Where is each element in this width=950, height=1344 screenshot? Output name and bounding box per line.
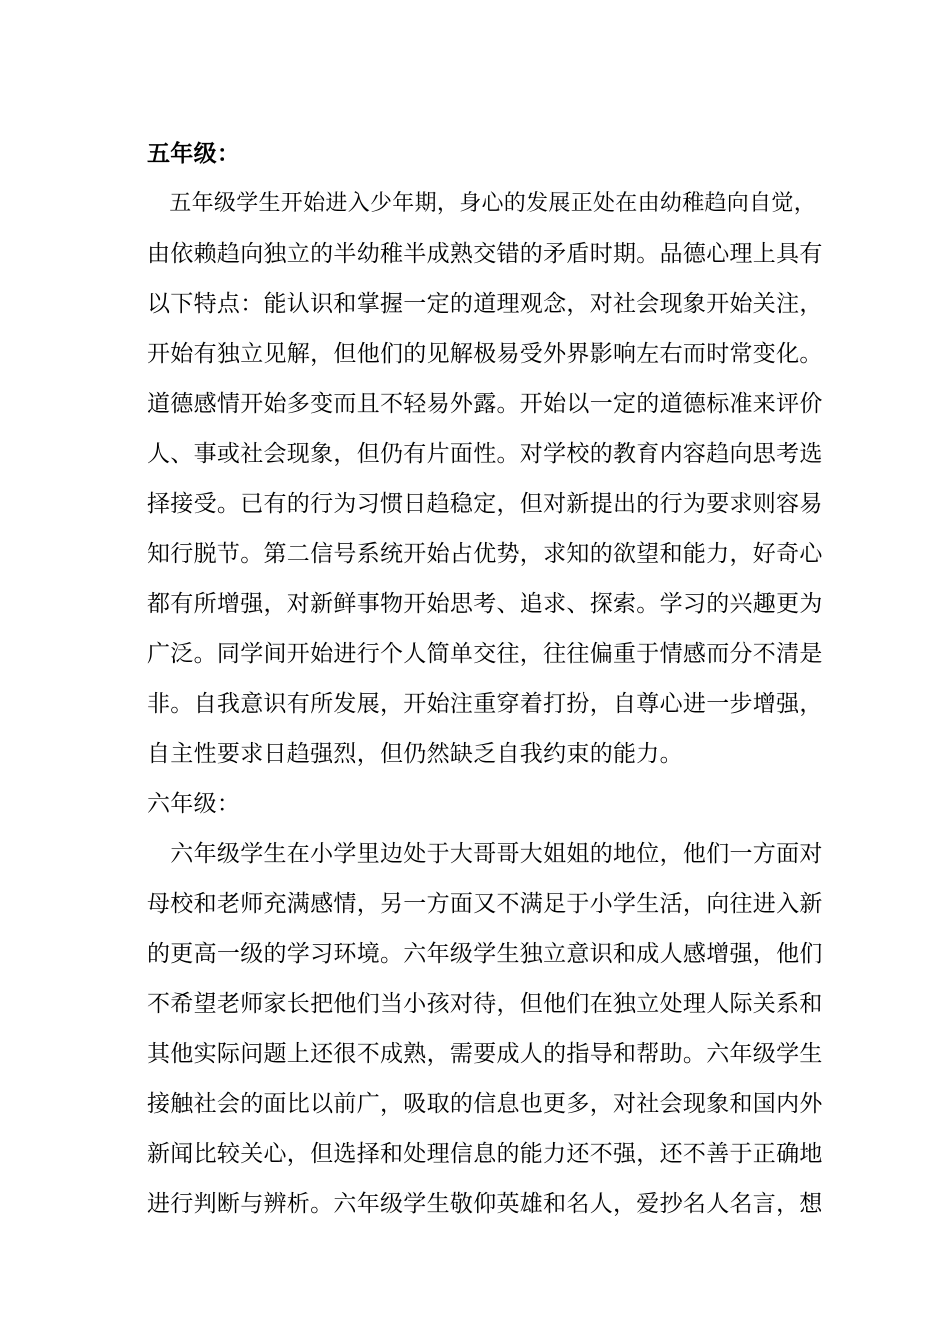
paragraph-line: 其他实际问题上还很不成熟，需要成人的指导和帮助。六年级学生	[147, 1041, 823, 1067]
paragraph-line: 知行脱节。第二信号系统开始占优势，求知的欲望和能力，好奇心	[147, 541, 823, 567]
paragraph-line: 接触社会的面比以前广，吸取的信息也更多，对社会现象和国内外	[147, 1091, 823, 1117]
paragraph-line: 新闻比较关心，但选择和处理信息的能力还不强，还不善于正确地	[147, 1141, 823, 1167]
paragraph-line: 开始有独立见解，但他们的见解极易受外界影响左右而时常变化。	[147, 341, 823, 367]
paragraph-line: 广泛。同学间开始进行个人简单交往，往往偏重于情感而分不清是	[147, 641, 823, 667]
paragraph-line: 进行判断与辨析。六年级学生敬仰英雄和名人，爱抄名人名言，想	[147, 1191, 823, 1217]
section-heading-grade5: 五年级：	[147, 140, 241, 167]
paragraph-line: 道德感情开始多变而且不轻易外露。开始以一定的道德标准来评价	[147, 391, 823, 417]
paragraph-line: 择接受。已有的行为习惯日趋稳定，但对新提出的行为要求则容易	[147, 491, 823, 517]
paragraph-line: 母校和老师充满感情，另一方面又不满足于小学生活，向往进入新	[147, 891, 823, 917]
paragraph-line: 由依赖趋向独立的半幼稚半成熟交错的矛盾时期。品德心理上具有	[147, 241, 823, 267]
paragraph-line: 的更高一级的学习环境。六年级学生独立意识和成人感增强，他们	[147, 941, 823, 967]
paragraph-line: 不希望老师家长把他们当小孩对待，但他们在独立处理人际关系和	[147, 991, 823, 1017]
section-heading-grade6: 六年级：	[147, 791, 241, 817]
paragraph-line: 非。自我意识有所发展，开始注重穿着打扮，自尊心进一步增强，	[147, 691, 823, 717]
paragraph-line: 人、事或社会现象，但仍有片面性。对学校的教育内容趋向思考选	[147, 441, 823, 467]
paragraph-line: 五年级学生开始进入少年期，身心的发展正处在由幼稚趋向自觉，	[147, 191, 817, 216]
paragraph-line: 六年级学生在小学里边处于大哥哥大姐姐的地位，他们一方面对	[147, 841, 823, 867]
paragraph-line: 以下特点：能认识和掌握一定的道理观念，对社会现象开始关注，	[147, 291, 823, 317]
paragraph-line: 自主性要求日趋强烈，但仍然缺乏自我约束的能力。	[147, 741, 683, 767]
paragraph-line: 都有所增强，对新鲜事物开始思考、追求、探索。学习的兴趣更为	[147, 591, 823, 617]
